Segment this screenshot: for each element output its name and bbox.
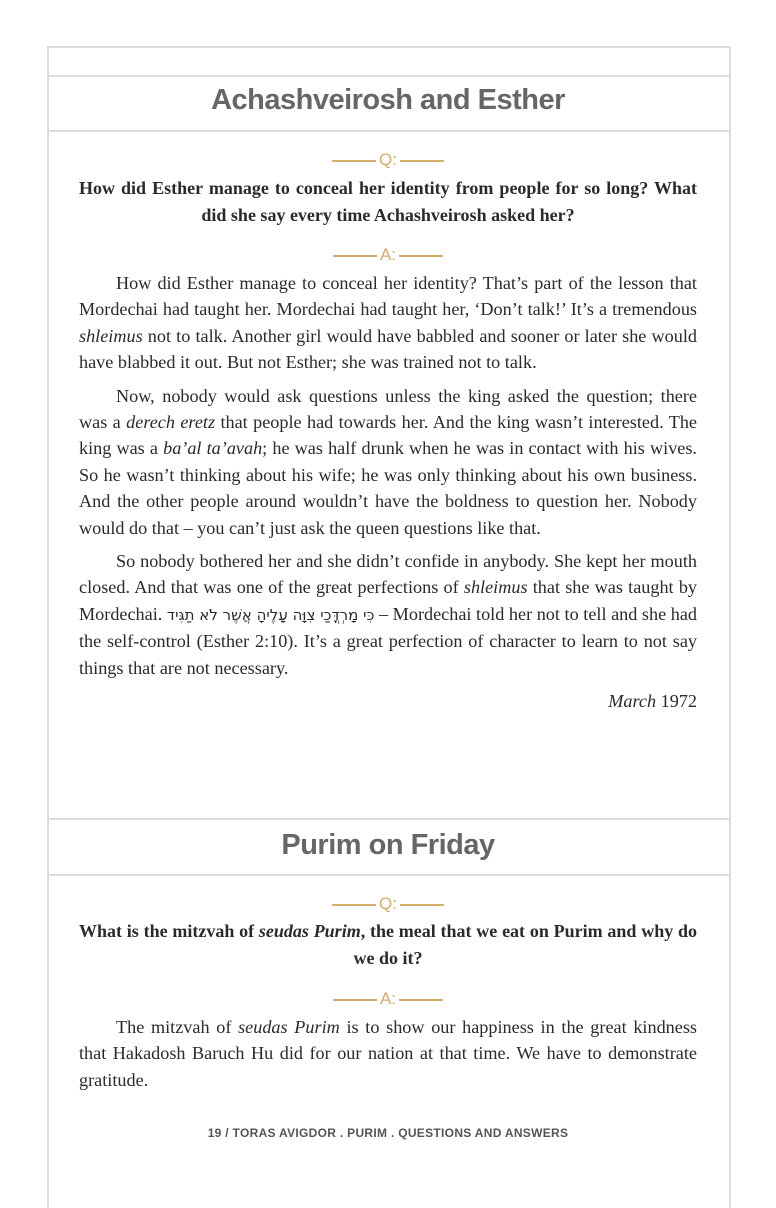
divider bbox=[47, 818, 729, 820]
italic-term: ba’al ta’avah bbox=[163, 438, 263, 459]
text-segment: The mitzvah of bbox=[116, 1017, 239, 1037]
divider bbox=[47, 75, 729, 77]
section-title: Purim on Friday bbox=[281, 829, 495, 861]
paragraph bbox=[79, 383, 697, 541]
italic-term: seudas Purim bbox=[258, 921, 361, 941]
paragraph bbox=[79, 548, 697, 681]
section-title: Achashveirosh and Esther bbox=[211, 84, 565, 116]
question-text: How did Esther manage to conceal her identity from people for so long? What did she say every time Achashveirosh asked her? bbox=[79, 178, 697, 225]
divider bbox=[47, 874, 729, 876]
text-segment: , the meal that we eat on Purim and why do we do it? bbox=[353, 921, 697, 968]
question-label: Q: bbox=[79, 894, 697, 914]
text-segment: ; he was half drunk when he was in contact with his wives. So he wasn’t thinking about his wife; he was only thinking about his own business. And the other people around wouldn’t have the boldness to question her. Nobody would do that – you can’t just ask the queen questions like that. bbox=[79, 438, 697, 538]
text-segment: that people had towards her. And the king wasn’t interested. The king was a bbox=[79, 412, 697, 459]
answer-paragraphs bbox=[79, 1014, 697, 1093]
paragraph bbox=[79, 270, 697, 376]
answer-paragraphs bbox=[79, 270, 697, 681]
text-segment: How did Esther manage to conceal her identity? That’s part of the lesson that Mordechai had taught her. Mordechai had taught her, ‘Don’t talk!’ It’s a tremendous bbox=[79, 273, 697, 320]
paragraph bbox=[79, 1014, 697, 1093]
text-segment: – Mordechai told her not to tell and she had the self-control (Esther 2:10). It’s a great perfection of character to learn to not say things that are not necessary. bbox=[79, 603, 698, 678]
answer-body bbox=[79, 270, 697, 715]
text-segment: Now, nobody would ask questions unless the king asked the question; there was a bbox=[79, 385, 697, 433]
italic-term: shleimus bbox=[463, 577, 528, 598]
date: March 1972 bbox=[608, 691, 697, 712]
question-text bbox=[79, 918, 697, 972]
question-label: Q: bbox=[79, 150, 697, 170]
italic-term: shleimus bbox=[79, 325, 143, 346]
text-segment: So nobody bothered her and she didn’t confide in anybody. She kept her mouth closed. And that was one of the great perfections of bbox=[79, 551, 697, 598]
answer-label: A: bbox=[79, 989, 697, 1009]
page-footer: 19 / TORAS AVIGDOR . PURIM . QUESTIONS AND ANSWERS bbox=[207, 1126, 569, 1140]
divider bbox=[47, 130, 729, 132]
text-segment: that she was taught by Mordechai. bbox=[79, 577, 698, 624]
text-segment: What is the mitzvah of bbox=[79, 921, 259, 941]
answer-label: A: bbox=[79, 245, 697, 265]
text-segment: not to talk. Another girl would have babbled and sooner or later she would have blabbed it out. But not Esther; she was trained not to talk. bbox=[79, 325, 697, 373]
hebrew-quote: כִּי מָרְדֳּכַי צִוָּה עָלֶיהָ אֲשֶׁר לֹא תַגִּיד bbox=[166, 605, 375, 624]
text-segment: is to show our happiness in the great kindness that Hakadosh Baruch Hu did for our nation at that time. We have to demonstrate gratitude. bbox=[79, 1017, 697, 1090]
italic-term: derech eretz bbox=[126, 412, 216, 433]
answer-body bbox=[79, 1014, 697, 1100]
italic-term: seudas Purim bbox=[238, 1017, 340, 1037]
